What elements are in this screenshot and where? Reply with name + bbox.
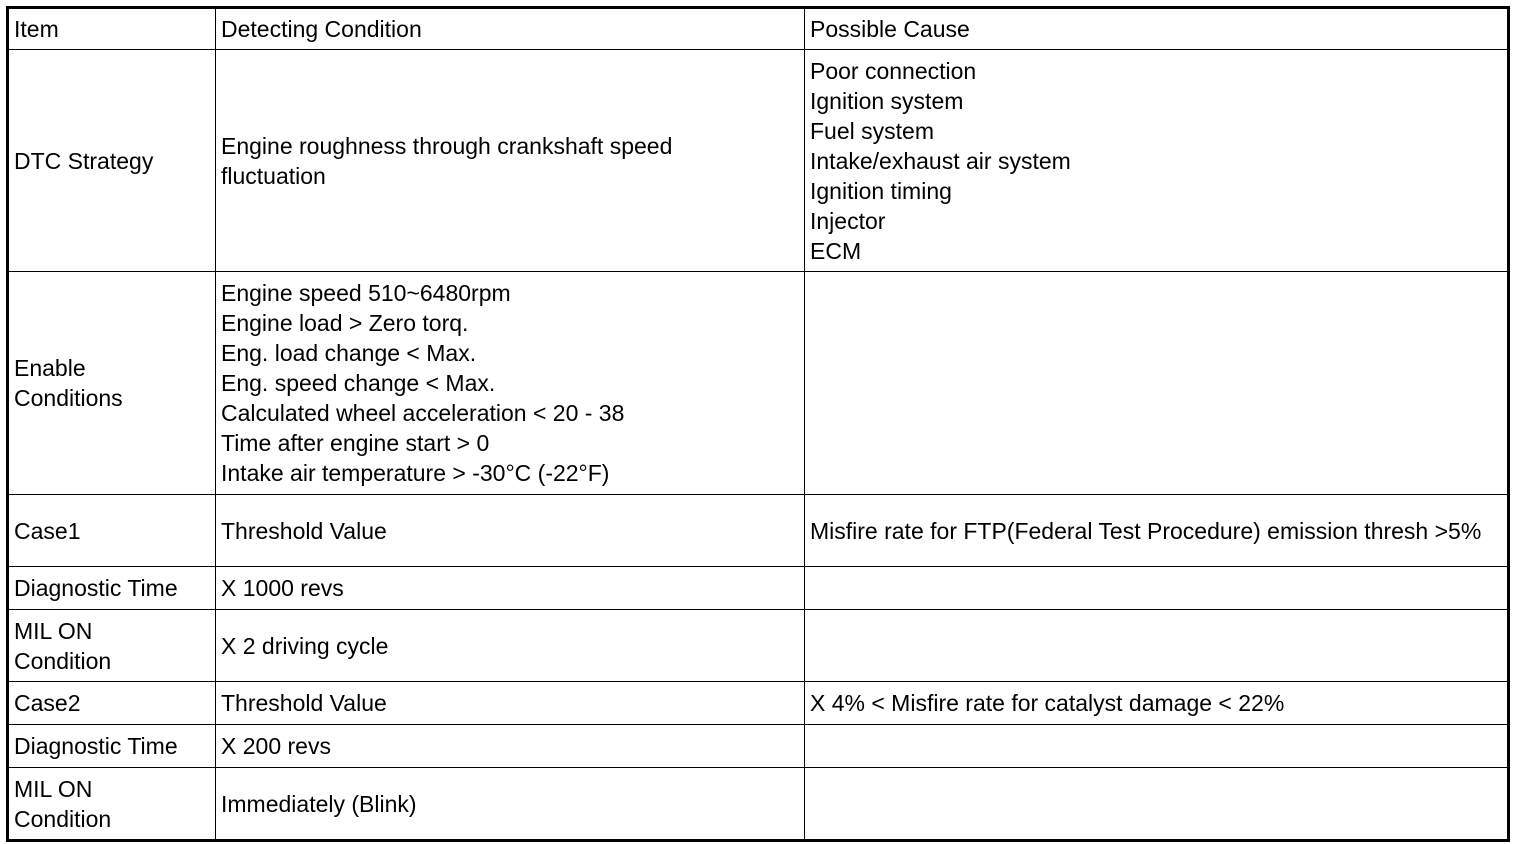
case2-mil-on-item-text: MIL ON Condition <box>14 775 112 832</box>
case1-mil-on-cause <box>805 610 1509 682</box>
case2-threshold-label: Threshold Value <box>216 682 805 725</box>
case1-diagnostic-time-item: Diagnostic Time <box>8 567 216 610</box>
case1-mil-on-row <box>8 610 1509 682</box>
case2-diagnostic-time-item: Diagnostic Time <box>8 725 216 768</box>
header-possible-cause: Possible Cause <box>805 8 1509 50</box>
case1-item: Case1 <box>8 495 216 567</box>
enable-conditions-list <box>216 272 805 495</box>
possible-cause-item: Intake/exhaust air system <box>810 147 1071 174</box>
dtc-strategy-possible-causes <box>805 50 1509 272</box>
possible-cause-item: Ignition timing <box>810 177 952 204</box>
dtc-strategy-detecting-condition-text: Engine roughness through crankshaft speed fluctuation <box>221 132 673 189</box>
header-detecting-condition: Detecting Condition <box>216 8 805 50</box>
enable-conditions-possible-cause <box>805 272 1509 495</box>
case2-diagnostic-time-value: X 200 revs <box>216 725 805 768</box>
case2-item: Case2 <box>8 682 216 725</box>
enable-condition-item: Engine load > Zero torq. <box>221 310 469 336</box>
case2-mil-on-row <box>8 768 1509 841</box>
case2-mil-on-value: Immediately (Blink) <box>216 768 805 841</box>
diagnostic-table <box>6 6 1510 842</box>
dtc-strategy-detecting-condition <box>216 50 805 272</box>
dtc-strategy-item: DTC Strategy <box>8 50 216 272</box>
case1-threshold-label: Threshold Value <box>216 495 805 567</box>
case1-threshold-row <box>8 495 1509 567</box>
case1-mil-on-item <box>8 610 216 682</box>
enable-condition-item: Intake air temperature > -30°C (-22°F) <box>221 460 610 486</box>
case2-threshold-value: X 4% < Misfire rate for catalyst damage < 22% <box>805 682 1509 725</box>
case1-diagnostic-time-value: X 1000 revs <box>216 567 805 610</box>
table-header-row <box>8 8 1509 50</box>
case2-diagnostic-time-row <box>8 725 1509 768</box>
case1-threshold-value <box>805 495 1509 567</box>
case1-diagnostic-time-row <box>8 567 1509 610</box>
case1-mil-on-item-text: MIL ON Condition <box>14 617 112 674</box>
possible-cause-item: Fuel system <box>810 117 934 144</box>
enable-condition-item: Calculated wheel acceleration < 20 - 38 <box>221 400 625 426</box>
possible-cause-item: Injector <box>810 207 886 234</box>
possible-cause-item: ECM <box>810 237 862 264</box>
enable-conditions-row <box>8 272 1509 495</box>
header-item: Item <box>8 8 216 50</box>
possible-cause-item: Poor connection <box>810 57 977 84</box>
enable-conditions-item <box>8 272 216 495</box>
dtc-strategy-row <box>8 50 1509 272</box>
case1-threshold-value-text: Misfire rate for FTP(Federal Test Procedure) emission thresh >5% <box>810 517 1482 544</box>
case1-mil-on-value: X 2 driving cycle <box>216 610 805 682</box>
case1-diagnostic-time-cause <box>805 567 1509 610</box>
enable-conditions-item-text: Enable Conditions <box>14 355 123 411</box>
case2-mil-on-cause <box>805 768 1509 841</box>
enable-condition-item: Time after engine start > 0 <box>221 430 490 456</box>
enable-condition-item: Eng. load change < Max. <box>221 340 477 366</box>
possible-cause-item: Ignition system <box>810 87 964 114</box>
enable-condition-item: Eng. speed change < Max. <box>221 370 496 396</box>
enable-condition-item: Engine speed 510~6480rpm <box>221 280 511 306</box>
case2-diagnostic-time-cause <box>805 725 1509 768</box>
case2-mil-on-item <box>8 768 216 841</box>
case2-threshold-row <box>8 682 1509 725</box>
